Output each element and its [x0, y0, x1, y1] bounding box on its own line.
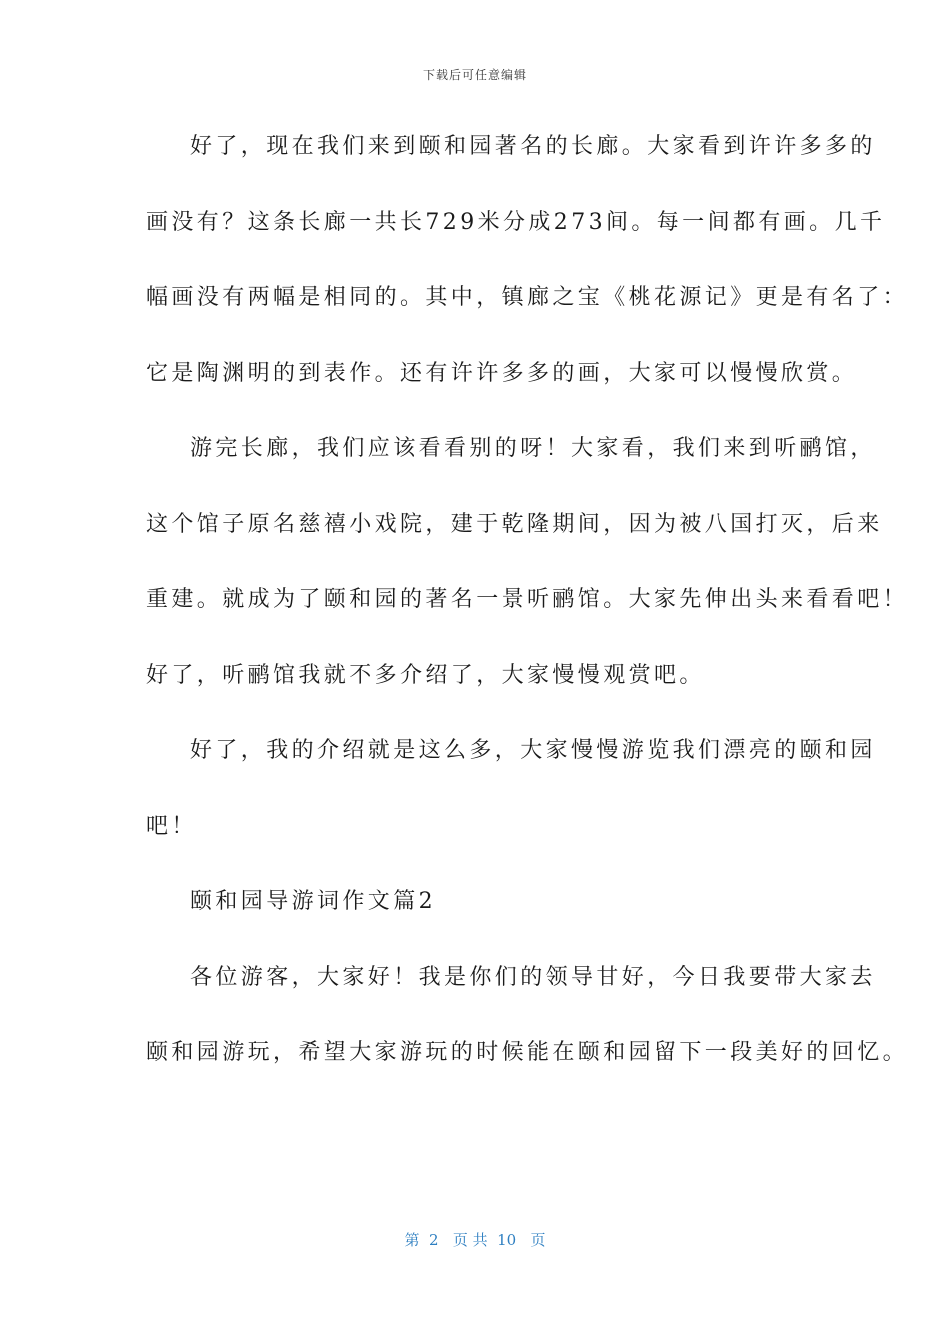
- paragraph-line: 幅画没有两幅是相同的。其中，镇廊之宝《桃花源记》更是有名了：: [146, 285, 909, 310]
- paragraph-line: 好了，听鹂馆我就不多介绍了，大家慢慢观赏吧。: [146, 662, 705, 688]
- page-header: 下载后可任意编辑: [422, 68, 527, 82]
- paragraph-line: 游完长廊，我们应该看看别的呀！大家看，我们来到听鹂馆，: [190, 436, 876, 461]
- paragraph-line: 好了，我的介绍就是这么多，大家慢慢游览我们漂亮的颐和园: [190, 738, 876, 763]
- paragraph-line: 重建。就成为了颐和园的著名一景听鹂馆。大家先伸出头来看看吧！: [146, 587, 909, 612]
- document-body: [146, 128, 909, 1110]
- paragraph-line: 吧！: [146, 813, 197, 839]
- paragraph-line: 它是陶渊明的到表作。还有许许多多的画，大家可以慢慢欣赏。: [146, 360, 858, 386]
- paragraph-line: 颐和园游玩，希望大家游玩的时候能在颐和园留下一段美好的回忆。: [146, 1040, 909, 1065]
- paragraph-line: 各位游客，大家好！我是你们的领导甘好，今日我要带大家去: [190, 964, 876, 990]
- section-heading: 颐和园导游词作文篇2: [190, 889, 436, 914]
- paragraph-line: 好了，现在我们来到颐和园著名的长廊。大家看到许许多多的: [190, 134, 876, 159]
- page-footer: 第 2 页 共 10 页: [404, 1231, 546, 1249]
- paragraph-line: 画没有？这条长廊一共长729米分成273间。每一间都有画。几千: [146, 209, 886, 235]
- paragraph-line: 这个馆子原名慈禧小戏院，建于乾隆期间，因为被八国打灭，后来: [146, 511, 883, 537]
